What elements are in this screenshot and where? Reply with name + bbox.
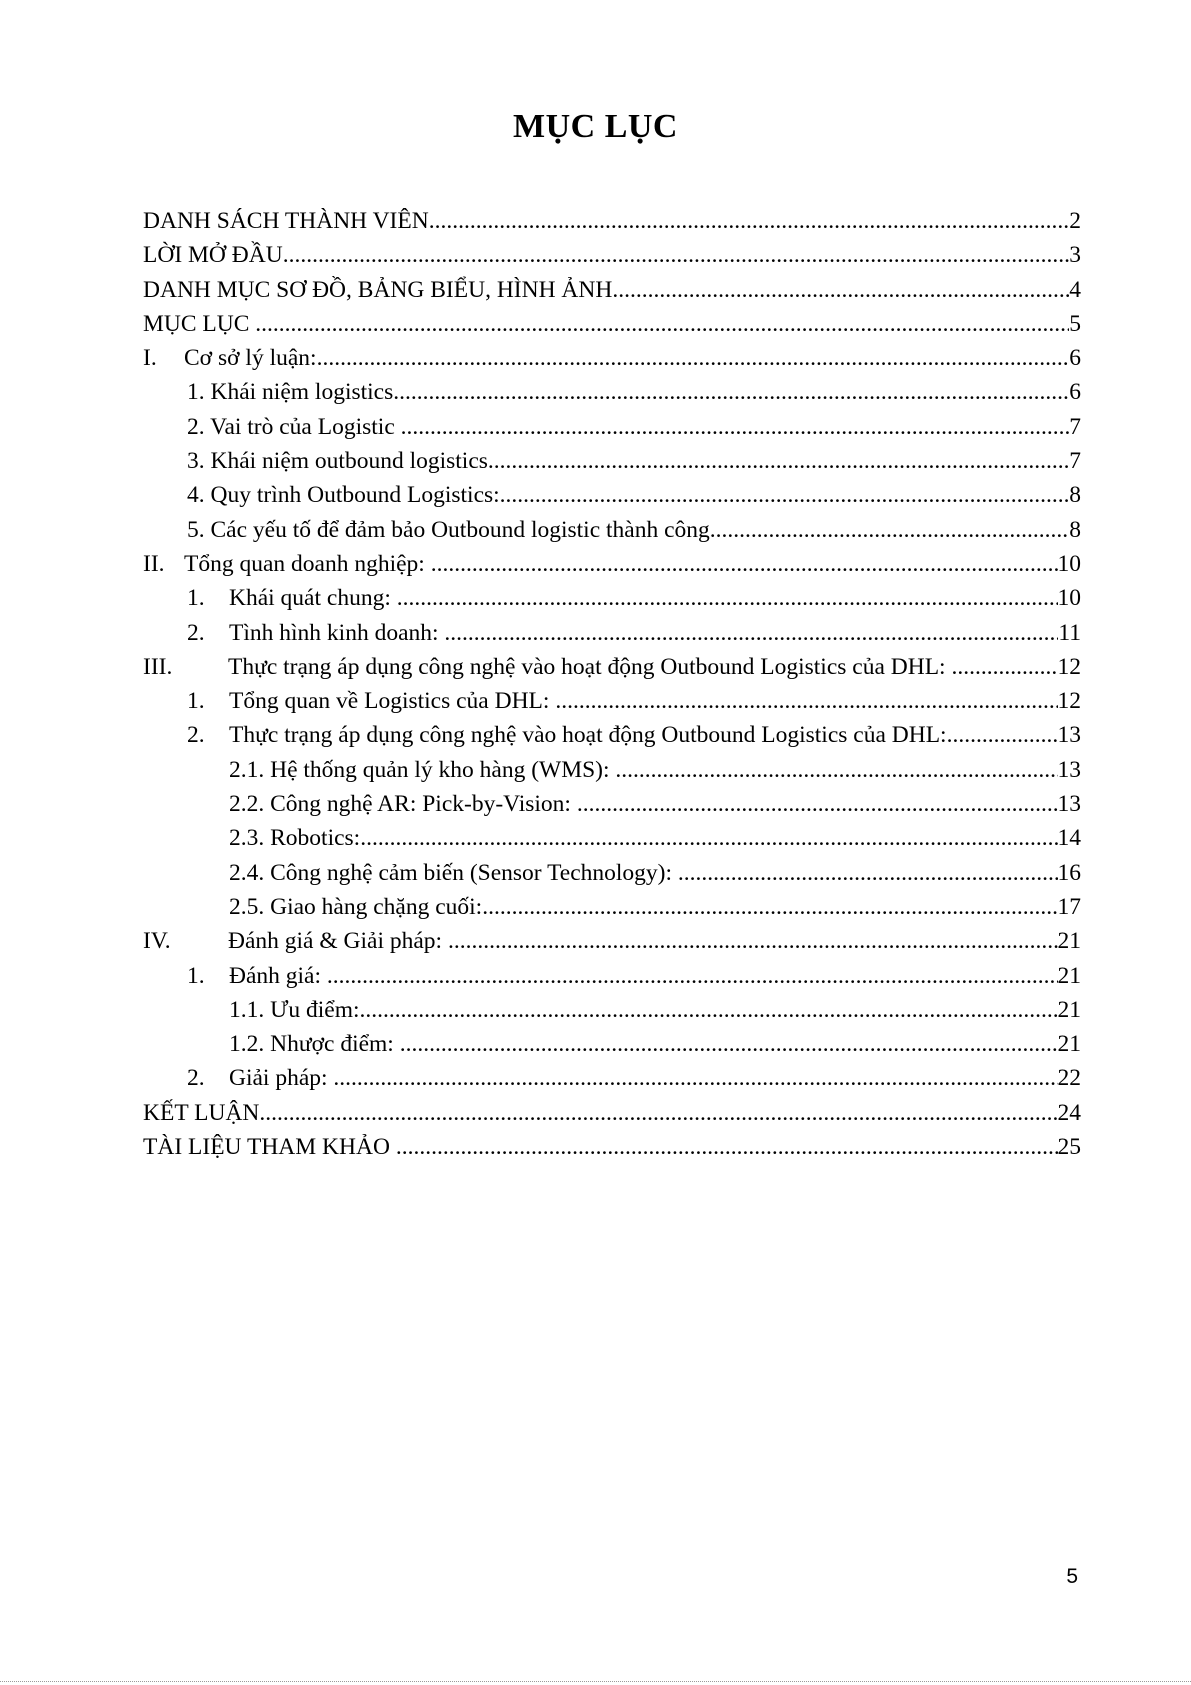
toc-leader-dots [444, 616, 1058, 650]
table-of-contents [143, 204, 1081, 1164]
toc-entry-title: Tổng quan về Logistics của DHL: [229, 688, 556, 715]
toc-entry-number: 2. [187, 1065, 205, 1092]
toc-entry-title: KẾT LUẬN [143, 1099, 260, 1126]
toc-leader-dots [678, 856, 1058, 890]
toc-leader-dots [317, 341, 1070, 375]
toc-entry[interactable] [143, 1096, 1081, 1130]
toc-entry-title: 2.4. Công nghệ cảm biến (Sensor Technology): [229, 859, 678, 886]
toc-entry-page: 21 [1057, 962, 1081, 989]
toc-entry[interactable] [143, 718, 1081, 752]
toc-entry-page: 8 [1069, 482, 1081, 509]
toc-entry[interactable] [143, 375, 1081, 409]
toc-entry[interactable] [143, 821, 1081, 855]
toc-leader-dots [393, 375, 1069, 409]
toc-entry-page: 12 [1057, 653, 1081, 680]
toc-leader-dots [397, 581, 1058, 615]
toc-leader-dots [482, 890, 1057, 924]
toc-leader-dots [259, 1096, 1057, 1130]
toc-entry[interactable] [143, 444, 1081, 478]
page-number: 5 [1066, 1565, 1078, 1588]
toc-entry-page: 21 [1057, 1031, 1081, 1058]
toc-leader-dots [947, 718, 1058, 752]
toc-entry-title: Cơ sở lý luận: [184, 345, 317, 372]
toc-entry-page: 10 [1057, 585, 1081, 612]
toc-leader-dots [500, 478, 1070, 512]
toc-leader-dots [255, 307, 1069, 341]
toc-entry[interactable] [143, 993, 1081, 1027]
toc-entry[interactable] [143, 410, 1081, 444]
toc-entry-page: 12 [1057, 688, 1081, 715]
toc-entry-page: 10 [1057, 550, 1081, 577]
bottom-divider [0, 1681, 1191, 1683]
toc-entry-page: 11 [1058, 619, 1081, 646]
toc-entry-page: 6 [1069, 345, 1081, 372]
toc-entry-title: Giải pháp: [229, 1065, 334, 1092]
toc-leader-dots [612, 273, 1069, 307]
toc-entry[interactable] [143, 856, 1081, 890]
toc-entry-title: Tổng quan doanh nghiệp: [184, 550, 431, 577]
toc-entry-page: 22 [1057, 1065, 1081, 1092]
toc-leader-dots [431, 547, 1058, 581]
toc-entry-title: DANH MỤC SƠ ĐỒ, BẢNG BIỂU, HÌNH ẢNH [143, 276, 613, 303]
toc-entry-page: 24 [1057, 1099, 1081, 1126]
toc-entry[interactable] [143, 684, 1081, 718]
toc-entry[interactable] [143, 890, 1081, 924]
toc-entry-page: 16 [1057, 859, 1081, 886]
toc-entry[interactable] [143, 787, 1081, 821]
toc-entry[interactable] [143, 204, 1081, 238]
toc-leader-dots [401, 410, 1070, 444]
toc-entry-title: Tình hình kinh doanh: [229, 619, 445, 646]
toc-entry-number: 1. [187, 962, 205, 989]
toc-leader-dots [951, 650, 1057, 684]
toc-entry-number: I. [143, 345, 157, 372]
toc-entry-page: 4 [1069, 276, 1081, 303]
toc-leader-dots [577, 787, 1058, 821]
toc-entry-page: 7 [1069, 413, 1081, 440]
toc-leader-dots [327, 959, 1058, 993]
toc-entry-title: Đánh giá & Giải pháp: [228, 928, 448, 955]
toc-entry-title: 1.2. Nhược điểm: [229, 1031, 400, 1058]
toc-entry[interactable] [143, 959, 1081, 993]
toc-entry-page: 21 [1057, 996, 1081, 1023]
toc-entry-number: III. [143, 653, 173, 680]
toc-entry[interactable] [143, 581, 1081, 615]
toc-entry[interactable] [143, 513, 1081, 547]
toc-entry-page: 21 [1057, 928, 1081, 955]
toc-entry[interactable] [143, 1061, 1081, 1095]
toc-leader-dots [615, 753, 1057, 787]
toc-entry-number: II. [143, 550, 165, 577]
toc-entry-page: 17 [1057, 893, 1081, 920]
toc-entry-title: 2.3. Robotics: [229, 825, 361, 852]
toc-entry-title: Thực trạng áp dụng công nghệ vào hoạt động Outbound Logistics của DHL: [229, 722, 947, 749]
toc-entry-title: Đánh giá: [229, 962, 327, 989]
toc-entry-title: LỜI MỞ ĐẦU [143, 242, 283, 269]
toc-entry-page: 2 [1069, 208, 1081, 234]
toc-entry[interactable] [143, 1130, 1081, 1164]
toc-leader-dots [360, 821, 1057, 855]
toc-entry-title: DANH SÁCH THÀNH VIÊN [143, 208, 429, 234]
toc-entry[interactable] [143, 547, 1081, 581]
toc-leader-dots [555, 684, 1057, 718]
toc-entry-title: TÀI LIỆU THAM KHẢO [143, 1134, 396, 1161]
toc-entry[interactable] [143, 616, 1081, 650]
toc-entry-title: 2.1. Hệ thống quản lý kho hàng (WMS): [229, 756, 616, 783]
toc-entry[interactable] [143, 650, 1081, 684]
toc-leader-dots [360, 993, 1058, 1027]
toc-entry-title: 5. Các yếu tố để đảm bảo Outbound logistic thành công [187, 516, 710, 543]
toc-leader-dots [448, 924, 1058, 958]
toc-entry-title: MỤC LỤC [143, 310, 256, 337]
toc-leader-dots [710, 513, 1069, 547]
toc-entry-number: IV. [143, 928, 171, 955]
toc-leader-dots [429, 204, 1070, 238]
toc-entry-title: 3. Khái niệm outbound logistics [187, 448, 488, 475]
toc-leader-dots [283, 238, 1070, 272]
toc-entry-page: 5 [1069, 310, 1081, 337]
toc-entry[interactable] [143, 1027, 1081, 1061]
toc-entry[interactable] [143, 341, 1081, 375]
toc-entry-title: Khái quát chung: [229, 585, 397, 612]
toc-entry-number: 1. [187, 585, 205, 612]
toc-entry-title: 2.2. Công nghệ AR: Pick-by-Vision: [229, 791, 577, 818]
toc-entry[interactable] [143, 238, 1081, 272]
toc-entry[interactable] [143, 753, 1081, 787]
toc-leader-dots [396, 1130, 1058, 1164]
toc-entry-title: 2.5. Giao hàng chặng cuối: [229, 893, 483, 920]
toc-entry-title: 4. Quy trình Outbound Logistics: [187, 482, 500, 509]
toc-entry-number: 2. [187, 619, 205, 646]
toc-entry-page: 6 [1069, 379, 1081, 406]
toc-entry-page: 13 [1057, 756, 1081, 783]
toc-entry[interactable] [143, 273, 1081, 307]
toc-entry-title: 2. Vai trò của Logistic [187, 413, 401, 440]
toc-entry-page: 14 [1057, 825, 1081, 852]
toc-entry-page: 8 [1069, 516, 1081, 543]
toc-entry-number: 1. [187, 688, 205, 715]
toc-entry[interactable] [143, 478, 1081, 512]
toc-entry-page: 13 [1057, 791, 1081, 818]
toc-leader-dots [400, 1027, 1058, 1061]
toc-entry-title: Thực trạng áp dụng công nghệ vào hoạt động Outbound Logistics của DHL: [228, 653, 952, 680]
toc-entry-title: 1. Khái niệm logistics [187, 379, 394, 406]
toc-entry[interactable] [143, 924, 1081, 958]
toc-entry-page: 25 [1057, 1134, 1081, 1161]
toc-entry-number: 2. [187, 722, 205, 749]
toc-entry-page: 7 [1069, 448, 1081, 475]
toc-leader-dots [333, 1061, 1057, 1095]
toc-entry-page: 13 [1057, 722, 1081, 749]
toc-entry-page: 3 [1069, 242, 1081, 269]
toc-entry-title: 1.1. Ưu điểm: [229, 996, 360, 1023]
page-title: MỤC LỤC [513, 108, 678, 145]
toc-leader-dots [488, 444, 1069, 478]
toc-entry[interactable] [143, 307, 1081, 341]
